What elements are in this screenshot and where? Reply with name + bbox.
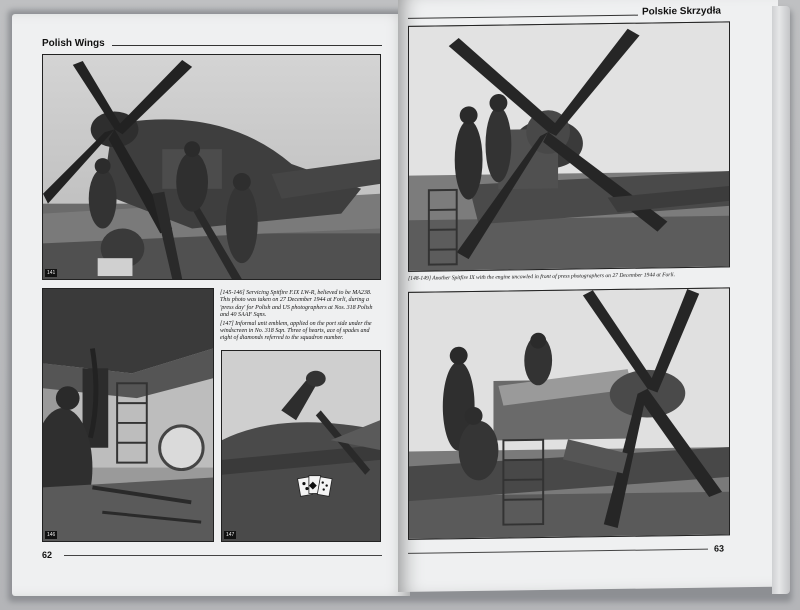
photo-146-image [43, 289, 213, 541]
photo-147-tag: 147 [226, 532, 235, 538]
left-footer-rule [64, 555, 382, 556]
photo-141-image [43, 55, 380, 279]
photo-spitfire-uncowled-148 [408, 21, 730, 271]
photo-148-image [409, 22, 729, 270]
caption-145-146: [145-146] Servicing Spitfire F.IX LW-R, believed to be MA238. This photo was taken on 27 December 1944 at Forli, during a 'press day' for Polish and US photographers at Nos. 318 Polish and 40 SAAF Sqns. [220, 290, 373, 319]
photo-engine-closeup-146 [42, 288, 214, 542]
left-page [12, 14, 410, 596]
right-header-rule [408, 15, 638, 19]
caption-147: [147] Informal unit emblem, applied on the port side under the windscreen in No. 318 Sqn. Three of hearts, ace of spades and eight of diamonds referred to the squadron number. [220, 320, 372, 342]
left-page-number: 62 [42, 550, 53, 560]
photo-unit-emblem-147 [221, 350, 381, 542]
right-page [398, 0, 778, 592]
right-page-number: 63 [714, 543, 725, 554]
photo-spitfire-engine-149 [408, 287, 730, 539]
photo-149-image [409, 288, 729, 538]
right-footer-rule [408, 549, 708, 554]
left-page-header: Polish Wings [42, 38, 105, 49]
photo-146-tag: 146 [47, 532, 56, 538]
left-page-caption [220, 290, 382, 344]
right-page-header: Polskie Skrzydła [642, 5, 721, 18]
photo-147-image [222, 351, 380, 541]
left-header-rule [112, 45, 382, 46]
back-cover-edge [772, 6, 790, 594]
photo-141-tag: 141 [47, 270, 56, 276]
photo-spitfire-servicing-141 [42, 54, 381, 280]
right-page-caption: [148-149] Another Spitfire IX with the engine uncowled in front of press photographers on 27 December 1944 at Forli. [408, 272, 675, 282]
